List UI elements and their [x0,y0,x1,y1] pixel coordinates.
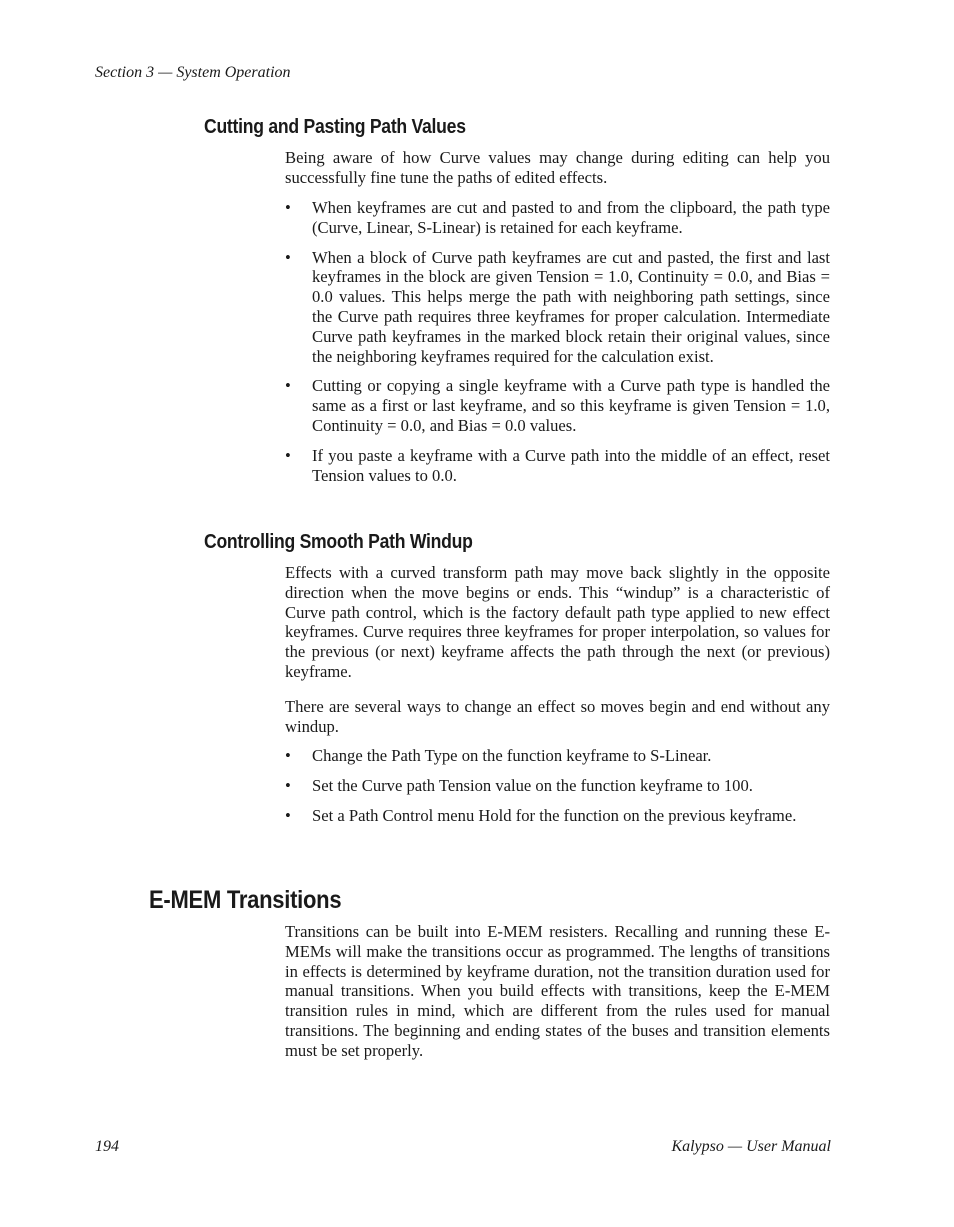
list-item [285,446,830,486]
section2-paragraph-1: Effects with a curved transform path may move back slightly in the opposite direction when the move begins or ends. This “windup” is a characteristic of Curve path control, which is the factory default path type applied to new effect keyframes. Curve requires three keyframes for proper interpolation, so values for the previous (or next) keyframe affects the path through the next (or previous) keyframe. [285,563,830,681]
running-head: Section 3 — System Operation [95,64,291,81]
list-item-text: If you paste a keyframe with a Curve path into the middle of an effect, reset Tension values to 0.0. [312,445,830,485]
list-item [285,376,830,435]
list-item-text: Set the Curve path Tension value on the function keyframe to 100. [312,775,753,795]
section1-intro: Being aware of how Curve values may change during editing can help you successfully fine tune the paths of edited effects. [285,148,830,187]
list-item [285,806,830,826]
section3-paragraph: Transitions can be built into E-MEM resisters. Recalling and running these E-MEMs will make the transitions occur as programmed. The lengths of transitions in effects is determined by keyframe duration, not the transition duration used for manual transitions. When you build effects with transitions, keep the E-MEM transition rules in mind, which are different from the rules used for manual transitions. The beginning and ending states of the buses and transition elements must be set properly. [285,922,830,1060]
list-item [285,198,830,238]
list-item [285,248,830,367]
list-item-text: When keyframes are cut and pasted to and from the clipboard, the path type (Curve, Linear, S-Linear) is retained for each keyframe. [312,198,830,237]
bullet-glyph: • [285,775,291,795]
section1-bullet-list [285,198,830,485]
bullet-glyph: • [285,805,291,825]
list-item [285,776,830,796]
bullet-glyph: • [285,376,291,396]
section-heading-smooth-path-windup: Controlling Smooth Path Windup [204,531,473,553]
list-item-text: Set a Path Control menu Hold for the function on the previous keyframe. [312,805,797,825]
list-item-text: When a block of Curve path keyframes are cut and pasted, the first and last keyframes in the block are given Tension = 1.0, Continuity = 0.0, and Bias = 0.0 values. This helps merge the path with neighboring path settings, since the Curve path requires three keyframes for proper calculation. Intermediate Curve path keyframes in the marked block retain their original values, since the neighboring keyframes required for the calculation exist. [312,247,830,366]
section2-bullet-list [285,746,830,825]
list-item-text: Change the Path Type on the function keyframe to S-Linear. [312,746,712,765]
list-item-text: Cutting or copying a single keyframe with a Curve path type is handled the same as a first or last keyframe, and so this keyframe is given Tension = 1.0, Continuity = 0.0, and Bias = 0.0 values. [312,376,830,435]
bullet-glyph: • [285,746,291,765]
manual-title: Kalypso — User Manual [671,1138,831,1155]
bullet-glyph: • [285,445,291,465]
list-item [285,746,830,766]
section-heading-emem-transitions: E-MEM Transitions [149,886,342,914]
section-heading-cutting-pasting: Cutting and Pasting Path Values [204,116,466,138]
bullet-glyph: • [285,198,291,217]
section2-paragraph-2: There are several ways to change an effect so moves begin and end without any windup. [285,697,830,736]
bullet-glyph: • [285,247,291,267]
page-number: 194 [95,1138,119,1155]
